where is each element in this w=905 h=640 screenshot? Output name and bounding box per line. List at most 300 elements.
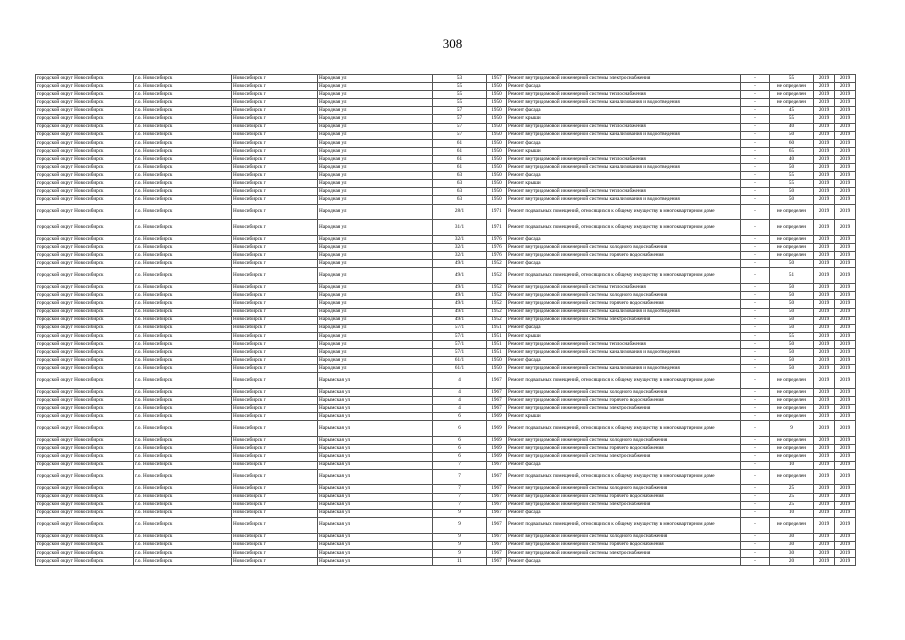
table-row <box>36 365 856 373</box>
work-type-cell: Ремонт подвальных помещений, относящихся к общему имуществу в многоквартирном доме <box>507 204 741 220</box>
table-row <box>36 453 856 461</box>
plan-year-end-cell: 2019 <box>835 204 856 220</box>
table-row <box>36 397 856 405</box>
volume-cell: не определен <box>770 517 814 533</box>
municipality-cell: городской округ Новосибирск <box>36 437 134 445</box>
year-built-cell: 1967 <box>487 493 507 501</box>
work-type-cell: Ремонт внутридомовой инженерной системы электроснабжения <box>507 405 741 413</box>
house-number-cell: 49/1 <box>433 316 487 324</box>
city-cell: Новосибирск г <box>232 316 318 324</box>
year-built-cell: 1967 <box>487 509 507 517</box>
city-cell: Новосибирск г <box>232 188 318 196</box>
street-cell: Народная ул <box>318 300 433 308</box>
plan-year-start-cell: 2019 <box>814 332 835 340</box>
work-type-cell: Ремонт внутридомовой инженерной системы канализования и водоотведения <box>507 196 741 204</box>
dash-cell: - <box>741 405 770 413</box>
volume-cell: 25 <box>770 493 814 501</box>
dash-cell: - <box>741 349 770 357</box>
plan-year-end-cell: 2019 <box>835 349 856 357</box>
dash-cell: - <box>741 196 770 204</box>
district-cell: г.о. Новосибирск <box>134 357 232 365</box>
work-type-cell: Ремонт внутридомовой инженерной системы электроснабжения <box>507 501 741 509</box>
plan-year-end-cell: 2019 <box>835 485 856 493</box>
plan-year-start-cell: 2019 <box>814 220 835 236</box>
table-row <box>36 260 856 268</box>
dash-cell: - <box>741 541 770 549</box>
plan-year-end-cell: 2019 <box>835 445 856 453</box>
table-row <box>36 332 856 340</box>
house-number-cell: 4 <box>433 397 487 405</box>
plan-year-start-cell: 2019 <box>814 204 835 220</box>
street-cell: Нарымская ул <box>318 493 433 501</box>
district-cell: г.о. Новосибирск <box>134 131 232 139</box>
city-cell: Новосибирск г <box>232 501 318 509</box>
district-cell: г.о. Новосибирск <box>134 493 232 501</box>
city-cell: Новосибирск г <box>232 220 318 236</box>
city-cell: Новосибирск г <box>232 445 318 453</box>
work-type-cell: Ремонт подвальных помещений, относящихся к общему имуществу в многоквартирном доме <box>507 469 741 485</box>
plan-year-end-cell: 2019 <box>835 139 856 147</box>
plan-year-start-cell: 2019 <box>814 501 835 509</box>
district-cell: г.о. Новосибирск <box>134 533 232 541</box>
district-cell: г.о. Новосибирск <box>134 549 232 557</box>
house-number-cell: 57 <box>433 107 487 115</box>
house-number-cell: 57 <box>433 123 487 131</box>
work-type-cell: Ремонт фасада <box>507 107 741 115</box>
volume-cell: 50 <box>770 196 814 204</box>
table-row <box>36 437 856 445</box>
table-body <box>36 75 856 566</box>
city-cell: Новосибирск г <box>232 365 318 373</box>
house-number-cell: 6 <box>433 453 487 461</box>
district-cell: г.о. Новосибирск <box>134 461 232 469</box>
work-type-cell: Ремонт внутридомовой инженерной системы холодного водоснабжения <box>507 437 741 445</box>
year-built-cell: 1950 <box>487 139 507 147</box>
plan-year-start-cell: 2019 <box>814 405 835 413</box>
municipality-cell: городской округ Новосибирск <box>36 75 134 83</box>
volume-cell: 9 <box>770 421 814 437</box>
work-type-cell: Ремонт подвальных помещений, относящихся к общему имуществу в многоквартирном доме <box>507 220 741 236</box>
year-built-cell: 1950 <box>487 91 507 99</box>
plan-year-start-cell: 2019 <box>814 324 835 332</box>
volume-cell: 25 <box>770 501 814 509</box>
district-cell: г.о. Новосибирск <box>134 509 232 517</box>
table-row <box>36 172 856 180</box>
dash-cell: - <box>741 413 770 421</box>
volume-cell: не определен <box>770 437 814 445</box>
table-row <box>36 324 856 332</box>
plan-year-start-cell: 2019 <box>814 549 835 557</box>
city-cell: Новосибирск г <box>232 453 318 461</box>
table-row <box>36 405 856 413</box>
district-cell: г.о. Новосибирск <box>134 180 232 188</box>
district-cell: г.о. Новосибирск <box>134 196 232 204</box>
volume-cell: не определен <box>770 445 814 453</box>
house-number-cell: 4 <box>433 389 487 397</box>
dash-cell: - <box>741 445 770 453</box>
plan-year-start-cell: 2019 <box>814 147 835 155</box>
district-cell: г.о. Новосибирск <box>134 164 232 172</box>
year-built-cell: 1969 <box>487 453 507 461</box>
city-cell: Новосибирск г <box>232 340 318 348</box>
plan-year-end-cell: 2019 <box>835 389 856 397</box>
work-type-cell: Ремонт внутридомовой инженерной системы теплоснабжения <box>507 188 741 196</box>
house-number-cell: 55 <box>433 83 487 91</box>
work-type-cell: Ремонт внутридомовой инженерной системы холодного водоснабжения <box>507 485 741 493</box>
dash-cell: - <box>741 115 770 123</box>
work-type-cell: Ремонт внутридомовой инженерной системы горячего водоснабжения <box>507 252 741 260</box>
year-built-cell: 1951 <box>487 349 507 357</box>
volume-cell: 50 <box>770 164 814 172</box>
district-cell: г.о. Новосибирск <box>134 147 232 155</box>
volume-cell: 50 <box>770 260 814 268</box>
street-cell: Народная ул <box>318 349 433 357</box>
street-cell: Народная ул <box>318 260 433 268</box>
dash-cell: - <box>741 75 770 83</box>
district-cell: г.о. Новосибирск <box>134 91 232 99</box>
street-cell: Нарымская ул <box>318 509 433 517</box>
year-built-cell: 1950 <box>487 172 507 180</box>
street-cell: Народная ул <box>318 172 433 180</box>
street-cell: Народная ул <box>318 365 433 373</box>
plan-year-start-cell: 2019 <box>814 172 835 180</box>
street-cell: Народная ул <box>318 107 433 115</box>
plan-year-start-cell: 2019 <box>814 244 835 252</box>
work-type-cell: Ремонт внутридомовой инженерной системы холодного водоснабжения <box>507 389 741 397</box>
street-cell: Народная ул <box>318 252 433 260</box>
house-number-cell: 32/1 <box>433 244 487 252</box>
plan-year-end-cell: 2019 <box>835 196 856 204</box>
street-cell: Народная ул <box>318 155 433 163</box>
plan-year-end-cell: 2019 <box>835 541 856 549</box>
year-built-cell: 1950 <box>487 99 507 107</box>
house-number-cell: 49/1 <box>433 284 487 292</box>
district-cell: г.о. Новосибирск <box>134 389 232 397</box>
work-type-cell: Ремонт подвальных помещений, относящихся к общему имуществу в многоквартирном доме <box>507 517 741 533</box>
volume-cell: не определен <box>770 453 814 461</box>
dash-cell: - <box>741 469 770 485</box>
volume-cell: 65 <box>770 147 814 155</box>
plan-year-start-cell: 2019 <box>814 164 835 172</box>
work-type-cell: Ремонт внутридомовой инженерной системы горячего водоснабжения <box>507 541 741 549</box>
plan-year-end-cell: 2019 <box>835 155 856 163</box>
house-number-cell: 9 <box>433 541 487 549</box>
year-built-cell: 1952 <box>487 308 507 316</box>
volume-cell: 55 <box>770 75 814 83</box>
municipality-cell: городской округ Новосибирск <box>36 308 134 316</box>
work-type-cell: Ремонт внутридомовой инженерной системы горячего водоснабжения <box>507 493 741 501</box>
house-number-cell: 9 <box>433 509 487 517</box>
district-cell: г.о. Новосибирск <box>134 453 232 461</box>
plan-year-start-cell: 2019 <box>814 493 835 501</box>
work-type-cell: Ремонт внутридомовой инженерной системы теплоснабжения <box>507 123 741 131</box>
plan-year-end-cell: 2019 <box>835 437 856 445</box>
dash-cell: - <box>741 155 770 163</box>
year-built-cell: 1976 <box>487 252 507 260</box>
volume-cell: не определен <box>770 83 814 91</box>
work-type-cell: Ремонт внутридомовой инженерной системы теплоснабжения <box>507 284 741 292</box>
municipality-cell: городской округ Новосибирск <box>36 485 134 493</box>
city-cell: Новосибирск г <box>232 300 318 308</box>
dash-cell: - <box>741 107 770 115</box>
dash-cell: - <box>741 557 770 565</box>
municipality-cell: городской округ Новосибирск <box>36 493 134 501</box>
dash-cell: - <box>741 292 770 300</box>
plan-year-start-cell: 2019 <box>814 236 835 244</box>
district-cell: г.о. Новосибирск <box>134 284 232 292</box>
work-type-cell: Ремонт фасада <box>507 172 741 180</box>
year-built-cell: 1950 <box>487 357 507 365</box>
volume-cell: 55 <box>770 115 814 123</box>
municipality-cell: городской округ Новосибирск <box>36 99 134 107</box>
volume-cell: не определен <box>770 405 814 413</box>
city-cell: Новосибирск г <box>232 357 318 365</box>
volume-cell: 40 <box>770 155 814 163</box>
volume-cell: 45 <box>770 107 814 115</box>
plan-year-end-cell: 2019 <box>835 123 856 131</box>
plan-year-end-cell: 2019 <box>835 220 856 236</box>
city-cell: Новосибирск г <box>232 541 318 549</box>
plan-year-start-cell: 2019 <box>814 260 835 268</box>
house-number-cell: 6 <box>433 437 487 445</box>
year-built-cell: 1950 <box>487 196 507 204</box>
year-built-cell: 1950 <box>487 115 507 123</box>
plan-year-end-cell: 2019 <box>835 316 856 324</box>
plan-year-end-cell: 2019 <box>835 340 856 348</box>
plan-year-end-cell: 2019 <box>835 517 856 533</box>
house-number-cell: 61/1 <box>433 357 487 365</box>
dash-cell: - <box>741 373 770 389</box>
street-cell: Нарымская ул <box>318 461 433 469</box>
municipality-cell: городской округ Новосибирск <box>36 292 134 300</box>
volume-cell: 50 <box>770 308 814 316</box>
city-cell: Новосибирск г <box>232 164 318 172</box>
house-number-cell: 57/1 <box>433 340 487 348</box>
table-row <box>36 75 856 83</box>
street-cell: Народная ул <box>318 268 433 284</box>
district-cell: г.о. Новосибирск <box>134 308 232 316</box>
municipality-cell: городской округ Новосибирск <box>36 147 134 155</box>
plan-year-end-cell: 2019 <box>835 501 856 509</box>
street-cell: Народная ул <box>318 75 433 83</box>
municipality-cell: городской округ Новосибирск <box>36 324 134 332</box>
year-built-cell: 1969 <box>487 421 507 437</box>
plan-year-end-cell: 2019 <box>835 107 856 115</box>
house-number-cell: 9 <box>433 517 487 533</box>
plan-year-end-cell: 2019 <box>835 533 856 541</box>
house-number-cell: 55 <box>433 99 487 107</box>
city-cell: Новосибирск г <box>232 308 318 316</box>
year-built-cell: 1952 <box>487 260 507 268</box>
municipality-cell: городской округ Новосибирск <box>36 469 134 485</box>
plan-year-end-cell: 2019 <box>835 405 856 413</box>
house-number-cell: 7 <box>433 493 487 501</box>
work-type-cell: Ремонт подвальных помещений, относящихся к общему имуществу в многоквартирном доме <box>507 421 741 437</box>
page-number: 308 <box>442 36 463 51</box>
table-row <box>36 349 856 357</box>
plan-year-end-cell: 2019 <box>835 268 856 284</box>
municipality-cell: городской округ Новосибирск <box>36 252 134 260</box>
municipality-cell: городской округ Новосибирск <box>36 164 134 172</box>
district-cell: г.о. Новосибирск <box>134 252 232 260</box>
district-cell: г.о. Новосибирск <box>134 107 232 115</box>
plan-year-start-cell: 2019 <box>814 139 835 147</box>
city-cell: Новосибирск г <box>232 292 318 300</box>
dash-cell: - <box>741 316 770 324</box>
city-cell: Новосибирск г <box>232 405 318 413</box>
volume-cell: 50 <box>770 292 814 300</box>
table-row <box>36 284 856 292</box>
street-cell: Нарымская ул <box>318 453 433 461</box>
city-cell: Новосибирск г <box>232 549 318 557</box>
plan-year-end-cell: 2019 <box>835 413 856 421</box>
city-cell: Новосибирск г <box>232 155 318 163</box>
dash-cell: - <box>741 461 770 469</box>
year-built-cell: 1950 <box>487 131 507 139</box>
city-cell: Новосибирск г <box>232 437 318 445</box>
table-row <box>36 308 856 316</box>
plan-year-start-cell: 2019 <box>814 123 835 131</box>
municipality-cell: городской округ Новосибирск <box>36 405 134 413</box>
table-row <box>36 91 856 99</box>
municipality-cell: городской округ Новосибирск <box>36 107 134 115</box>
volume-cell: 51 <box>770 268 814 284</box>
table-row <box>36 188 856 196</box>
street-cell: Народная ул <box>318 332 433 340</box>
house-number-cell: 32/1 <box>433 236 487 244</box>
table-row <box>36 236 856 244</box>
municipality-cell: городской округ Новосибирск <box>36 180 134 188</box>
city-cell: Новосибирск г <box>232 389 318 397</box>
district-cell: г.о. Новосибирск <box>134 324 232 332</box>
table-row <box>36 123 856 131</box>
house-number-cell: 7 <box>433 469 487 485</box>
district-cell: г.о. Новосибирск <box>134 123 232 131</box>
district-cell: г.о. Новосибирск <box>134 340 232 348</box>
volume-cell: 30 <box>770 549 814 557</box>
plan-year-end-cell: 2019 <box>835 332 856 340</box>
municipality-cell: городской округ Новосибирск <box>36 131 134 139</box>
year-built-cell: 1952 <box>487 284 507 292</box>
year-built-cell: 1971 <box>487 220 507 236</box>
plan-year-start-cell: 2019 <box>814 99 835 107</box>
street-cell: Народная ул <box>318 204 433 220</box>
city-cell: Новосибирск г <box>232 147 318 155</box>
city-cell: Новосибирск г <box>232 131 318 139</box>
dash-cell: - <box>741 252 770 260</box>
city-cell: Новосибирск г <box>232 373 318 389</box>
plan-year-start-cell: 2019 <box>814 365 835 373</box>
city-cell: Новосибирск г <box>232 413 318 421</box>
volume-cell: 55 <box>770 332 814 340</box>
city-cell: Новосибирск г <box>232 196 318 204</box>
dash-cell: - <box>741 517 770 533</box>
municipality-cell: городской округ Новосибирск <box>36 236 134 244</box>
year-built-cell: 1957 <box>487 75 507 83</box>
municipality-cell: городской округ Новосибирск <box>36 549 134 557</box>
plan-year-start-cell: 2019 <box>814 115 835 123</box>
dash-cell: - <box>741 83 770 91</box>
table-row <box>36 413 856 421</box>
plan-year-start-cell: 2019 <box>814 397 835 405</box>
volume-cell: 30 <box>770 541 814 549</box>
plan-year-start-cell: 2019 <box>814 469 835 485</box>
municipality-cell: городской округ Новосибирск <box>36 453 134 461</box>
plan-year-start-cell: 2019 <box>814 533 835 541</box>
street-cell: Народная ул <box>318 115 433 123</box>
volume-cell: 55 <box>770 180 814 188</box>
work-type-cell: Ремонт фасада <box>507 236 741 244</box>
dash-cell: - <box>741 453 770 461</box>
plan-year-start-cell: 2019 <box>814 541 835 549</box>
work-type-cell: Ремонт фасада <box>507 357 741 365</box>
year-built-cell: 1967 <box>487 517 507 533</box>
work-type-cell: Ремонт крыши <box>507 332 741 340</box>
dash-cell: - <box>741 493 770 501</box>
plan-year-start-cell: 2019 <box>814 421 835 437</box>
volume-cell: 40 <box>770 123 814 131</box>
plan-year-end-cell: 2019 <box>835 308 856 316</box>
work-type-cell: Ремонт фасада <box>507 260 741 268</box>
house-number-cell: 49/1 <box>433 300 487 308</box>
plan-year-start-cell: 2019 <box>814 373 835 389</box>
municipality-cell: городской округ Новосибирск <box>36 115 134 123</box>
city-cell: Новосибирск г <box>232 557 318 565</box>
house-number-cell: 31/1 <box>433 220 487 236</box>
volume-cell: 50 <box>770 324 814 332</box>
house-number-cell: 49/1 <box>433 308 487 316</box>
municipality-cell: городской округ Новосибирск <box>36 533 134 541</box>
volume-cell: не определен <box>770 99 814 107</box>
district-cell: г.о. Новосибирск <box>134 405 232 413</box>
district-cell: г.о. Новосибирск <box>134 300 232 308</box>
municipality-cell: городской округ Новосибирск <box>36 557 134 565</box>
house-number-cell: 4 <box>433 373 487 389</box>
volume-cell: не определен <box>770 389 814 397</box>
plan-year-end-cell: 2019 <box>835 172 856 180</box>
street-cell: Нарымская ул <box>318 397 433 405</box>
table-row <box>36 517 856 533</box>
work-type-cell: Ремонт внутридомовой инженерной системы канализования и водоотведения <box>507 308 741 316</box>
volume-cell: 50 <box>770 300 814 308</box>
municipality-cell: городской округ Новосибирск <box>36 260 134 268</box>
table-row <box>36 147 856 155</box>
table-row <box>36 180 856 188</box>
dash-cell: - <box>741 220 770 236</box>
district-cell: г.о. Новосибирск <box>134 397 232 405</box>
volume-cell: 50 <box>770 365 814 373</box>
dash-cell: - <box>741 501 770 509</box>
table-row <box>36 131 856 139</box>
table-row <box>36 461 856 469</box>
house-number-cell: 57 <box>433 115 487 123</box>
dash-cell: - <box>741 389 770 397</box>
city-cell: Новосибирск г <box>232 172 318 180</box>
plan-year-end-cell: 2019 <box>835 99 856 107</box>
work-type-cell: Ремонт внутридомовой инженерной системы теплоснабжения <box>507 155 741 163</box>
volume-cell: не определен <box>770 252 814 260</box>
house-number-cell: 57/1 <box>433 332 487 340</box>
house-number-cell: 57 <box>433 131 487 139</box>
plan-year-start-cell: 2019 <box>814 509 835 517</box>
plan-year-end-cell: 2019 <box>835 188 856 196</box>
volume-cell: 50 <box>770 188 814 196</box>
dash-cell: - <box>741 188 770 196</box>
district-cell: г.о. Новосибирск <box>134 349 232 357</box>
municipality-cell: городской округ Новосибирск <box>36 284 134 292</box>
work-type-cell: Ремонт внутридомовой инженерной системы канализования и водоотведения <box>507 99 741 107</box>
district-cell: г.о. Новосибирск <box>134 421 232 437</box>
